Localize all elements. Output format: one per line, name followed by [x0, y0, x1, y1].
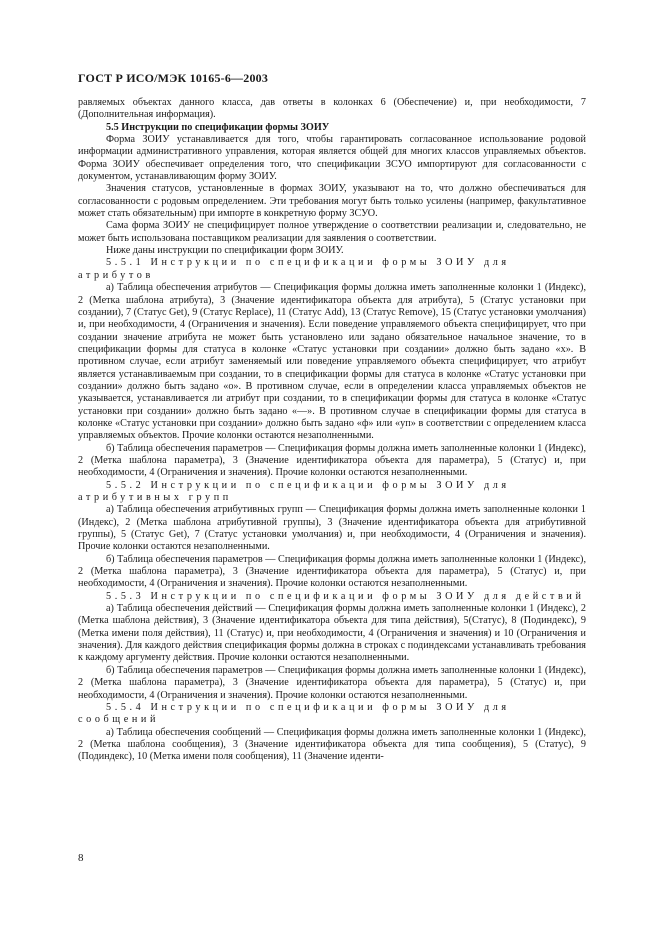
paragraph: Форма ЗОИУ устанавливается для того, чтобы гарантировать согласованное использование родовой информации административного управления, которая является общей для многих классов управляемых объектов. Форма ЗОИУ обеспечивает определения того, что спецификации ЗСУО импортируют для согласованности с документом, устанавливающим форму ЗОИУ.: [78, 134, 586, 183]
paragraph-continuation: равляемых объектах данного класса, дав ответы в колонках 6 (Обеспечение) и, при необходимости, 7 (Дополнительная информация).: [78, 97, 586, 121]
subsection-heading-5-5-4: 5.5.4 Инструкции по спецификации формы ЗОИУ для сообщений: [78, 701, 510, 726]
paragraph: Ниже даны инструкции по спецификации форм ЗОИУ.: [106, 245, 344, 257]
subsection-heading-5-5-3: 5.5.3 Инструкции по спецификации формы ЗОИУ для действий: [106, 590, 585, 602]
paragraph: б) Таблица обеспечения параметров — Спецификация формы должна иметь заполненные колонки 1 (Индекс), 2 (Метка шаблона параметра), 3 (Значение идентификатора объекта для параметра), 5 (Статус) и, при необходимости, 4 (Ограничения и значения). Прочие колонки остаются незаполненными.: [78, 664, 586, 701]
paragraph: б) Таблица обеспечения параметров — Спецификация формы должна иметь заполненные колонки 1 (Индекс), 2 (Метка шаблона параметра), 3 (Значение идентификатора объекта для параметра), 5 (Статус) и, при необходимости, 4 (Ограничения и значения). Прочие колонки остаются незаполненными.: [78, 553, 586, 590]
section-heading-5-5: 5.5 Инструкции по спецификации формы ЗОИУ: [106, 121, 330, 133]
paragraph: а) Таблица обеспечения действий — Спецификация формы должна иметь заполненные колонки 1 (Индекс), 2 (Метка шаблона действия), 3 (Значение идентификатора объекта для типа действия), 5(Статус), 8 (Подиндекс), 9 (Метка имени поля действия), 11 (Статус) и, при необходимости, 4 (Ограничения и значения) и 10 (Ограничения и значения). Для каждого действия спецификация формы должна в строках с подиндексами устанавливать требования к каждому аргументу действия. Прочие колонки остаются незаполненными.: [78, 603, 586, 664]
paragraph: а) Таблица обеспечения сообщений — Спецификация формы должна иметь заполненные колонки 1 (Индекс), 2 (Метка шаблона сообщения), 3 (Значение идентификатора объекта для типа сообщения), 5 (Статус), 9 (Подиндекс), 10 (Метка имени поля сообщения), 11 (Значение иденти-: [78, 726, 586, 763]
document-header: ГОСТ Р ИСО/МЭК 10165-6—2003: [78, 71, 269, 85]
document-body: [78, 97, 586, 764]
paragraph: а) Таблица обеспечения атрибутивных групп — Спецификация формы должна иметь заполненные колонки 1 (Индекс), 2 (Метка шаблона атрибутивной группы), 3 (Значение идентификатора объекта для атрибутивной группы), 5 (Статус Get), 7 (Статус установки умолчания) и, при необходимости, 4 (Ограничения и значения). Прочие колонки остаются незаполненными.: [78, 504, 586, 553]
paragraph: Сама форма ЗОИУ не специфицирует полное утверждение о соответствии реализации и, следовательно, не может быть использована поставщиком реализации для заявления о соответствии.: [78, 220, 586, 244]
paragraph: а) Таблица обеспечения атрибутов — Спецификация формы должна иметь заполненные колонки 1 (Индекс), 2 (Метка шаблона атрибута), 3 (Значение идентификатора объекта для атрибута), 5 (Статус установки при создании), 7 (Статус Get), 9 (Статус Replace), 11 (Статус Add), 13 (Статус Remove), 15 (Статус установки умолчания) и, при необходимости, 4 (Ограничения и значения). Если поведение управляемого объекта специфицирует, что при создании значение атрибута не может быть установлено или задано обязательное начальное значение, то в спецификации формы для статуса в колонке «Статус установки при создании» должно быть задано «х». В противном случае, если атрибут заменяемый или поведение управляемого объекта специфицирует, что атрибут является устанавливаемым при создании, то в спецификации формы для статуса в колонке «Статус установки при создании» должно быть задано «о». В противном случае, если в определении класса управляемых объектов не указывается, устанавливается ли атрибут при создании, то в спецификации формы для статуса в колонке «Статус установки при создании» должно быть задано «—». В противном случае в спецификации формы для статуса в колонке «Статус установки при создании» должно быть задано «ф» или «уп» в соответствии с определением класса управляемых объектов. Прочие колонки остаются незаполненными.: [78, 282, 586, 442]
paragraph: Значения статусов, установленные в формах ЗОИУ, указывают на то, что должно обеспечиваться для согласованности с родовым определением. Эти требования могут быть только усилены (например, факультативное может стать обязательным) при импорте в конкретную форму ЗСУО.: [78, 183, 586, 220]
page-number: 8: [78, 852, 84, 864]
subsection-heading-5-5-1: 5.5.1 Инструкции по спецификации формы ЗОИУ для атрибутов: [78, 257, 510, 281]
paragraph: б) Таблица обеспечения параметров — Спецификация формы должна иметь заполненные колонки 1 (Индекс), 2 (Метка шаблона параметра), 3 (Значение идентификатора объекта для параметра), 5 (Статус) и, при необходимости, 4 (Ограничения и значения). Прочие колонки остаются незаполненными.: [78, 442, 586, 479]
subsection-heading-5-5-2: 5.5.2 Инструкции по спецификации формы ЗОИУ для атрибутивных групп: [78, 479, 510, 503]
